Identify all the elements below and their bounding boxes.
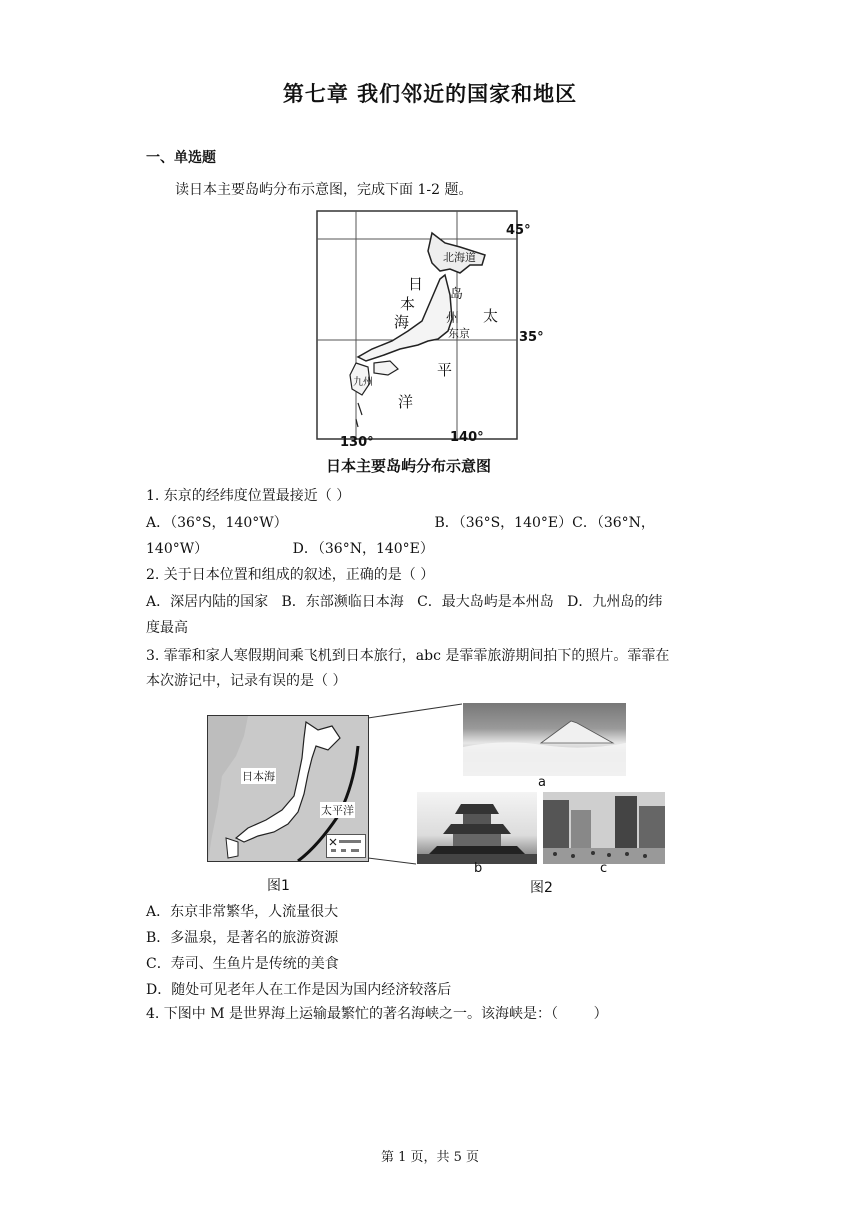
dao-label: 岛 [450, 287, 464, 302]
map-ocean-label: 太平洋 [321, 804, 354, 817]
q2-options-line1: A．深居内陆的国家 B．东部濒临日本海 C．最大岛屿是本州岛 D．九州岛的纬 [146, 594, 663, 610]
photo-a-mount-fuji [463, 703, 626, 776]
photo-c-label: c [600, 861, 608, 876]
figure1-map [207, 715, 369, 862]
ping-label: 平 [437, 361, 453, 379]
q1-stem: 1. 东京的经纬度位置最接近（ ） [146, 488, 351, 504]
lat-45-label: 45° [506, 223, 531, 238]
page-title: 第七章 我们邻近的国家和地区 [282, 82, 578, 106]
section-heading: 一、单选题 [146, 150, 216, 166]
ri-label: 日 [408, 275, 424, 293]
q1-options-line1: A．（36°S，140°W） B．（36°S，140°E）C．（36°N， [146, 515, 655, 531]
hai-label: 海 [394, 313, 410, 331]
kyushu-label: 九州 [353, 377, 373, 388]
page-footer: 第 1 页，共 5 页 [380, 1150, 480, 1165]
tokyo-label: 东京 [448, 327, 470, 340]
hokkaido-label: 北海道 [443, 251, 476, 264]
lon-130-label: 130° [340, 435, 374, 450]
q3-stem-line1: 3. 霏霏和家人寒假期间乘飞机到日本旅行，abc 是霏霏旅游期间拍下的照片。霏霏在 [146, 648, 670, 664]
photo-b-castle [417, 792, 537, 864]
q2-options-line2: 度最高 [146, 620, 188, 636]
lat-35-label: 35° [519, 330, 544, 345]
ben-label: 本 [400, 295, 416, 313]
zhou-label: 州 [446, 311, 460, 326]
q2-stem: 2. 关于日本位置和组成的叙述，正确的是（ ） [146, 567, 435, 583]
figure2-caption: 图2 [530, 880, 553, 896]
photo-a-label: a [538, 775, 546, 790]
q3-option-a: A．东京非常繁华，人流量很大 [146, 904, 339, 920]
q3-option-c: C．寿司、生鱼片是传统的美食 [146, 956, 339, 972]
q3-option-b: B．多温泉，是著名的旅游资源 [146, 930, 339, 946]
tai-label: 太 [483, 307, 499, 325]
q3-option-d: D．随处可见老年人在工作是因为国内经济较落后 [146, 982, 452, 998]
q4-stem: 4. 下图中 M 是世界海上运输最繁忙的著名海峡之一。该海峡是：（ ） [146, 1006, 608, 1022]
figure1-caption: 图1 [267, 878, 290, 894]
q3-stem-line2: 本次游记中，记录有误的是（ ） [146, 673, 347, 689]
map1-caption: 日本主要岛屿分布示意图 [326, 457, 492, 475]
lon-140-label: 140° [450, 430, 484, 445]
photo-b-label: b [474, 861, 483, 876]
yang-label: 洋 [398, 393, 414, 411]
photo-c-city-street [543, 792, 665, 864]
map-sea-label: 日本海 [242, 770, 275, 783]
japan-islands-map [300, 203, 550, 478]
q1-options-line2: 140°W） D．（36°N，140°E） [146, 541, 434, 557]
intro-text: 读日本主要岛屿分布示意图，完成下面 1-2 题。 [175, 182, 473, 198]
